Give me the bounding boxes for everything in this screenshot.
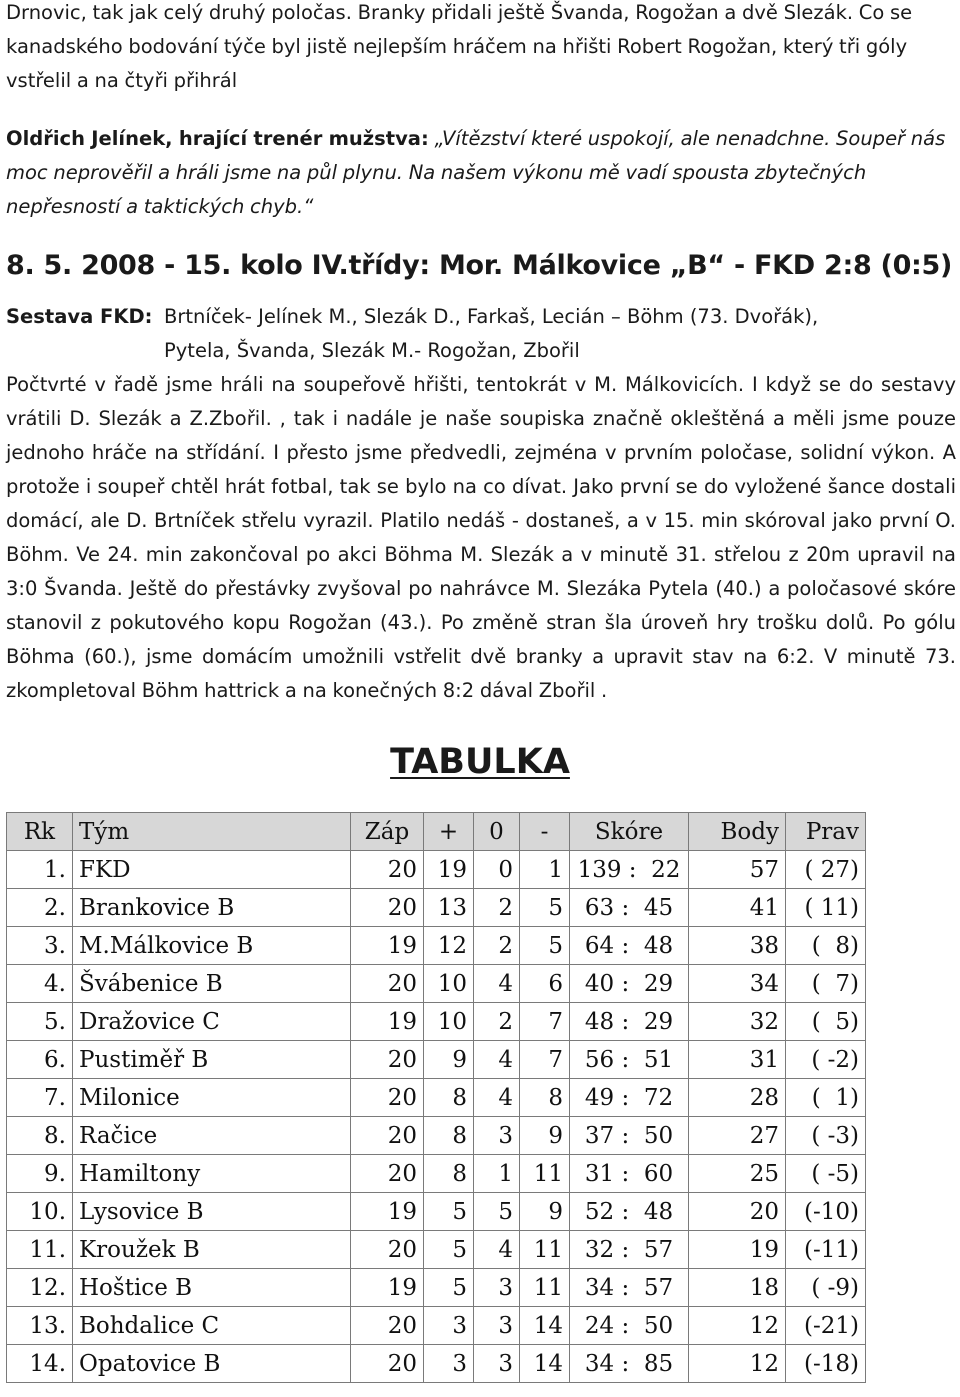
cell-points: 12 bbox=[689, 1345, 786, 1383]
header-body: Body bbox=[689, 813, 786, 851]
cell-played: 20 bbox=[351, 965, 424, 1003]
quote-text: „Vítězství které uspokojí, ale nenadchne. Soupeř nás moc neprověřil a hráli jsme na půl plynu. Na našem výkonu mě vadí spousta zbytečných nepřesností a taktických chyb.“ bbox=[6, 127, 946, 218]
cell-team: Kroužek B bbox=[73, 1231, 351, 1269]
table-row bbox=[7, 1307, 866, 1345]
cell-wins: 10 bbox=[424, 1003, 474, 1041]
cell-team: Milonice bbox=[73, 1079, 351, 1117]
cell-wins: 5 bbox=[424, 1193, 474, 1231]
cell-played: 20 bbox=[351, 851, 424, 889]
cell-wins: 12 bbox=[424, 927, 474, 965]
cell-score: 139 : 22 bbox=[570, 851, 689, 889]
match-report: Počtvrté v řadě jsme hráli na soupeřově hřišti, tentokrát v M. Málkovicích. I když se do sestavy vrátili D. Slezák a Z.Zbořil. , tak i nadále je naše soupiska značně okleštěná a měli jsme pouze jednoho hráče na střídání. I přesto jsme předvedli, zejména v prvním poločase, solidní výkon. A protože i soupeř chtěl hrát fotbal, tak se bylo na co dívat. Jako první se do vyložené šance dostali domácí, ale D. Brtníček střelu vyrazil. Platilo nedáš - dostaneš, a v 15. min skóroval jako první O. Böhm. Ve 24. min zakončoval po akci Böhma M. Slezák a v minutě 31. střelou z 20m upravil na 3:0 Švanda. Ještě do přestávky zvyšoval po nahrávce M. Slezáka Pytela (40.) a poločasové skóre stanovil z pokutového kopu Rogožan (43.). Po změně stran šla úroveň hry trošku dolů. Po gólu Böhma (60.), jsme domácím umožnili vstřelit dvě branky a upravit stav na 6:2. V minutě 73. zkompletoval Böhm hattrick a na konečných 8:2 dával Zbořil . bbox=[6, 373, 956, 702]
cell-draws: 3 bbox=[474, 1269, 520, 1307]
cell-played: 20 bbox=[351, 1155, 424, 1193]
cell-wins: 8 bbox=[424, 1155, 474, 1193]
cell-wins: 10 bbox=[424, 965, 474, 1003]
cell-losses: 8 bbox=[520, 1079, 570, 1117]
cell-rank: 5. bbox=[7, 1003, 73, 1041]
cell-points: 20 bbox=[689, 1193, 786, 1231]
cell-draws: 2 bbox=[474, 1003, 520, 1041]
cell-prav: ( 27) bbox=[786, 851, 866, 889]
cell-prav: ( 11) bbox=[786, 889, 866, 927]
table-body bbox=[7, 851, 866, 1383]
header-prav: Prav bbox=[786, 813, 866, 851]
cell-team: Hamiltony bbox=[73, 1155, 351, 1193]
cell-points: 32 bbox=[689, 1003, 786, 1041]
cell-rank: 6. bbox=[7, 1041, 73, 1079]
cell-score: 32 : 57 bbox=[570, 1231, 689, 1269]
cell-played: 20 bbox=[351, 1307, 424, 1345]
lineup-line-1 bbox=[6, 300, 956, 334]
cell-points: 41 bbox=[689, 889, 786, 927]
cell-score: 56 : 51 bbox=[570, 1041, 689, 1079]
cell-prav: ( -3) bbox=[786, 1117, 866, 1155]
cell-team: Švábenice B bbox=[73, 965, 351, 1003]
cell-losses: 9 bbox=[520, 1117, 570, 1155]
cell-prav: ( -2) bbox=[786, 1041, 866, 1079]
cell-team: FKD bbox=[73, 851, 351, 889]
cell-losses: 5 bbox=[520, 889, 570, 927]
cell-draws: 2 bbox=[474, 927, 520, 965]
cell-points: 28 bbox=[689, 1079, 786, 1117]
cell-points: 34 bbox=[689, 965, 786, 1003]
cell-wins: 3 bbox=[424, 1307, 474, 1345]
table-row bbox=[7, 1079, 866, 1117]
header-score: Skóre bbox=[570, 813, 689, 851]
cell-rank: 1. bbox=[7, 851, 73, 889]
table-row bbox=[7, 1041, 866, 1079]
quote-speaker: Oldřich Jelínek, hrající trenér mužstva: bbox=[6, 127, 429, 150]
header-plus: + bbox=[424, 813, 474, 851]
lineup-players-1: Brtníček- Jelínek M., Slezák D., Farkaš, Lecián – Böhm (73. Dvořák), bbox=[164, 305, 819, 328]
cell-losses: 11 bbox=[520, 1231, 570, 1269]
cell-played: 20 bbox=[351, 1079, 424, 1117]
cell-draws: 1 bbox=[474, 1155, 520, 1193]
cell-losses: 7 bbox=[520, 1003, 570, 1041]
cell-played: 19 bbox=[351, 1269, 424, 1307]
cell-prav: (-18) bbox=[786, 1345, 866, 1383]
cell-team: Bohdalice C bbox=[73, 1307, 351, 1345]
table-row bbox=[7, 927, 866, 965]
cell-team: Račice bbox=[73, 1117, 351, 1155]
lineup bbox=[6, 300, 956, 368]
cell-played: 20 bbox=[351, 889, 424, 927]
header-team: Tým bbox=[73, 813, 351, 851]
lineup-players-2: Pytela, Švanda, Slezák M.- Rogožan, Zbořil bbox=[164, 339, 580, 362]
cell-draws: 2 bbox=[474, 889, 520, 927]
cell-team: Lysovice B bbox=[73, 1193, 351, 1231]
standings-table bbox=[6, 812, 866, 1383]
cell-played: 19 bbox=[351, 1003, 424, 1041]
cell-points: 31 bbox=[689, 1041, 786, 1079]
cell-played: 20 bbox=[351, 1231, 424, 1269]
cell-draws: 4 bbox=[474, 1079, 520, 1117]
cell-wins: 13 bbox=[424, 889, 474, 927]
cell-team: M.Málkovice B bbox=[73, 927, 351, 965]
table-row bbox=[7, 1345, 866, 1383]
cell-played: 19 bbox=[351, 927, 424, 965]
cell-score: 49 : 72 bbox=[570, 1079, 689, 1117]
cell-rank: 8. bbox=[7, 1117, 73, 1155]
cell-rank: 4. bbox=[7, 965, 73, 1003]
cell-points: 12 bbox=[689, 1307, 786, 1345]
cell-team: Opatovice B bbox=[73, 1345, 351, 1383]
cell-losses: 14 bbox=[520, 1345, 570, 1383]
cell-score: 34 : 85 bbox=[570, 1345, 689, 1383]
table-title: TABULKA bbox=[390, 742, 570, 782]
cell-rank: 10. bbox=[7, 1193, 73, 1231]
cell-score: 40 : 29 bbox=[570, 965, 689, 1003]
match-heading: 8. 5. 2008 - 15. kolo IV.třídy: Mor. Málkovice „B“ - FKD 2:8 (0:5) bbox=[6, 250, 953, 281]
cell-prav: ( -5) bbox=[786, 1155, 866, 1193]
cell-team: Brankovice B bbox=[73, 889, 351, 927]
cell-losses: 14 bbox=[520, 1307, 570, 1345]
cell-points: 38 bbox=[689, 927, 786, 965]
cell-team: Dražovice C bbox=[73, 1003, 351, 1041]
cell-draws: 4 bbox=[474, 1041, 520, 1079]
cell-score: 52 : 48 bbox=[570, 1193, 689, 1231]
cell-draws: 3 bbox=[474, 1117, 520, 1155]
cell-wins: 5 bbox=[424, 1231, 474, 1269]
cell-points: 18 bbox=[689, 1269, 786, 1307]
cell-wins: 8 bbox=[424, 1079, 474, 1117]
cell-rank: 7. bbox=[7, 1079, 73, 1117]
cell-score: 24 : 50 bbox=[570, 1307, 689, 1345]
table-row bbox=[7, 1231, 866, 1269]
cell-prav: ( 8) bbox=[786, 927, 866, 965]
cell-played: 20 bbox=[351, 1345, 424, 1383]
cell-wins: 8 bbox=[424, 1117, 474, 1155]
cell-score: 63 : 45 bbox=[570, 889, 689, 927]
cell-wins: 9 bbox=[424, 1041, 474, 1079]
cell-score: 48 : 29 bbox=[570, 1003, 689, 1041]
header-rk: Rk bbox=[7, 813, 73, 851]
cell-rank: 11. bbox=[7, 1231, 73, 1269]
coach-quote bbox=[6, 122, 956, 224]
cell-score: 34 : 57 bbox=[570, 1269, 689, 1307]
table-row bbox=[7, 1117, 866, 1155]
cell-score: 37 : 50 bbox=[570, 1117, 689, 1155]
cell-rank: 2. bbox=[7, 889, 73, 927]
cell-losses: 11 bbox=[520, 1269, 570, 1307]
cell-prav: (-21) bbox=[786, 1307, 866, 1345]
cell-played: 20 bbox=[351, 1117, 424, 1155]
cell-team: Pustiměř B bbox=[73, 1041, 351, 1079]
cell-prav: ( -9) bbox=[786, 1269, 866, 1307]
cell-prav: (-10) bbox=[786, 1193, 866, 1231]
cell-losses: 11 bbox=[520, 1155, 570, 1193]
cell-draws: 5 bbox=[474, 1193, 520, 1231]
cell-points: 25 bbox=[689, 1155, 786, 1193]
table-row bbox=[7, 1193, 866, 1231]
cell-wins: 19 bbox=[424, 851, 474, 889]
cell-wins: 5 bbox=[424, 1269, 474, 1307]
table-header-row bbox=[7, 813, 866, 851]
cell-rank: 9. bbox=[7, 1155, 73, 1193]
header-minus: - bbox=[520, 813, 570, 851]
cell-points: 57 bbox=[689, 851, 786, 889]
cell-points: 27 bbox=[689, 1117, 786, 1155]
cell-played: 19 bbox=[351, 1193, 424, 1231]
table-row bbox=[7, 1003, 866, 1041]
cell-draws: 3 bbox=[474, 1307, 520, 1345]
table-row bbox=[7, 965, 866, 1003]
cell-prav: (-11) bbox=[786, 1231, 866, 1269]
cell-losses: 1 bbox=[520, 851, 570, 889]
table-row bbox=[7, 889, 866, 927]
cell-draws: 3 bbox=[474, 1345, 520, 1383]
cell-points: 19 bbox=[689, 1231, 786, 1269]
cell-draws: 4 bbox=[474, 1231, 520, 1269]
cell-prav: ( 5) bbox=[786, 1003, 866, 1041]
cell-team: Hoštice B bbox=[73, 1269, 351, 1307]
cell-rank: 14. bbox=[7, 1345, 73, 1383]
cell-score: 64 : 48 bbox=[570, 927, 689, 965]
cell-losses: 6 bbox=[520, 965, 570, 1003]
cell-wins: 3 bbox=[424, 1345, 474, 1383]
header-zero: 0 bbox=[474, 813, 520, 851]
cell-played: 20 bbox=[351, 1041, 424, 1079]
lineup-label: Sestava FKD: bbox=[6, 305, 153, 328]
header-zap: Záp bbox=[351, 813, 424, 851]
intro-paragraph: Drnovic, tak jak celý druhý poločas. Branky přidali ještě Švanda, Rogožan a dvě Slezák. Co se kanadského bodování týče byl jistě nejlepším hráčem na hřišti Robert Rogožan, který tři góly vstřelil a na čtyři přihrál bbox=[6, 1, 913, 92]
cell-prav: ( 1) bbox=[786, 1079, 866, 1117]
cell-rank: 12. bbox=[7, 1269, 73, 1307]
cell-draws: 4 bbox=[474, 965, 520, 1003]
cell-draws: 0 bbox=[474, 851, 520, 889]
cell-losses: 9 bbox=[520, 1193, 570, 1231]
cell-losses: 5 bbox=[520, 927, 570, 965]
table-row bbox=[7, 1155, 866, 1193]
cell-score: 31 : 60 bbox=[570, 1155, 689, 1193]
table-row bbox=[7, 851, 866, 889]
cell-rank: 13. bbox=[7, 1307, 73, 1345]
cell-rank: 3. bbox=[7, 927, 73, 965]
table-row bbox=[7, 1269, 866, 1307]
cell-losses: 7 bbox=[520, 1041, 570, 1079]
cell-prav: ( 7) bbox=[786, 965, 866, 1003]
